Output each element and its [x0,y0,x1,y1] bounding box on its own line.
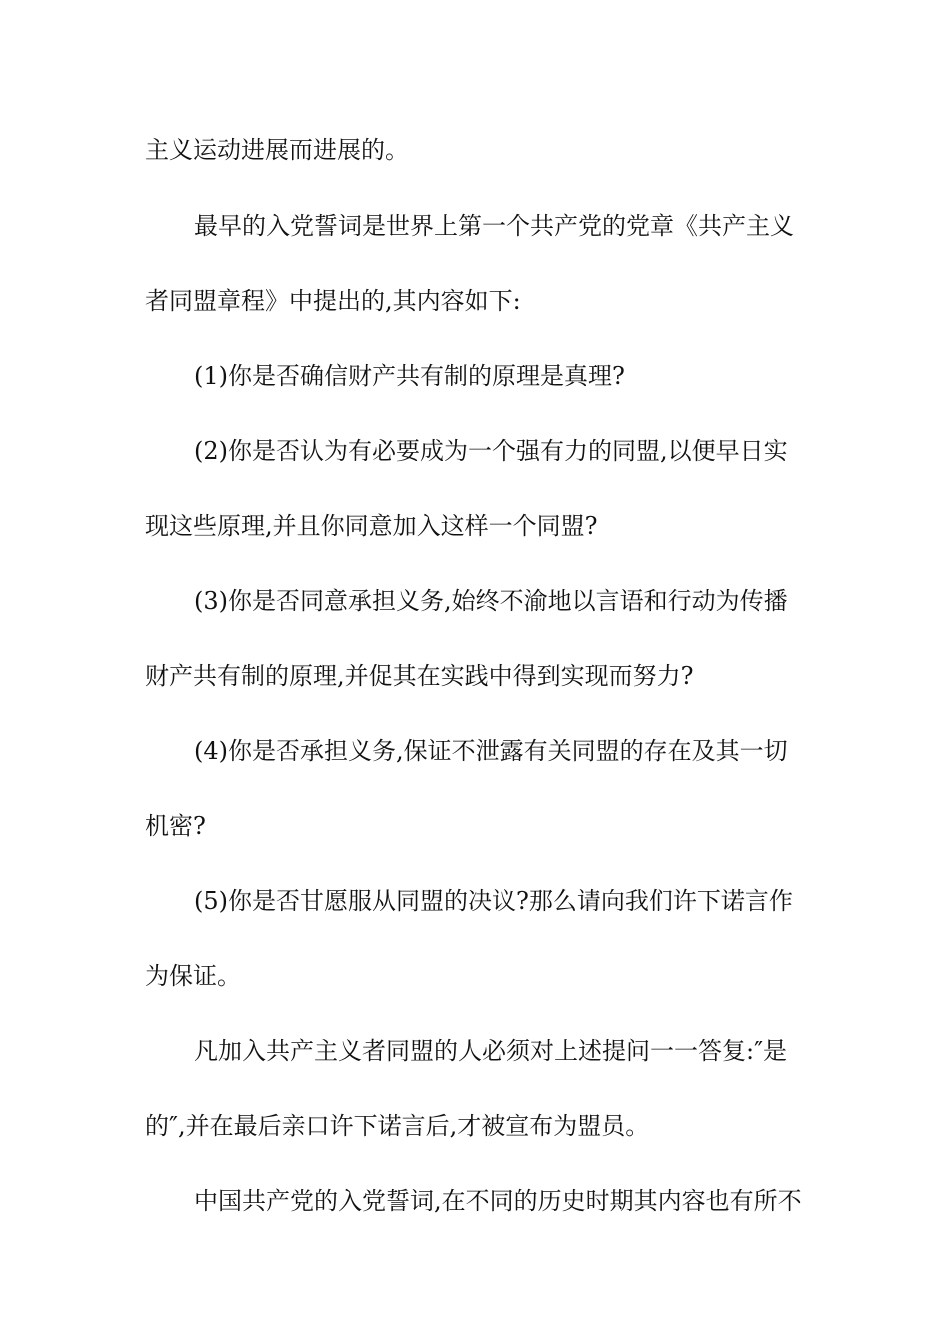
text-line-12: 为保证。 [145,962,241,990]
text-line-9: (4)你是否承担义务,保证不泄露有关同盟的存在及其一切 [194,737,788,765]
text-line-6: 现这些原理,并且你同意加入这样一个同盟? [145,512,598,540]
text-line-4: (1)你是否确信财产共有制的原理是真理? [194,362,625,390]
text-line-5: (2)你是否认为有必要成为一个强有力的同盟,以便早日实 [194,437,788,465]
text-line-10: 机密? [145,812,206,840]
text-line-14: 的″,并在最后亲口许下诺言后,才被宣布为盟员。 [145,1112,650,1140]
text-line-15: 中国共产党的入党誓词,在不同的历史时期其内容也有所不 [194,1187,802,1215]
text-line-3: 者同盟章程》中提出的,其内容如下: [145,287,521,315]
text-line-8: 财产共有制的原理,并促其在实践中得到实现而努力? [145,662,694,690]
text-line-7: (3)你是否同意承担义务,始终不渝地以言语和行动为传播 [194,587,788,615]
text-line-11: (5)你是否甘愿服从同盟的决议?那么请向我们许下诺言作 [194,887,793,915]
text-line-1: 主义运动进展而进展的。 [145,136,409,164]
text-line-2: 最早的入党誓词是世界上第一个共产党的党章《共产主义 [194,212,794,240]
text-line-13: 凡加入共产主义者同盟的人必须对上述提问一一答复:″是 [194,1037,788,1065]
